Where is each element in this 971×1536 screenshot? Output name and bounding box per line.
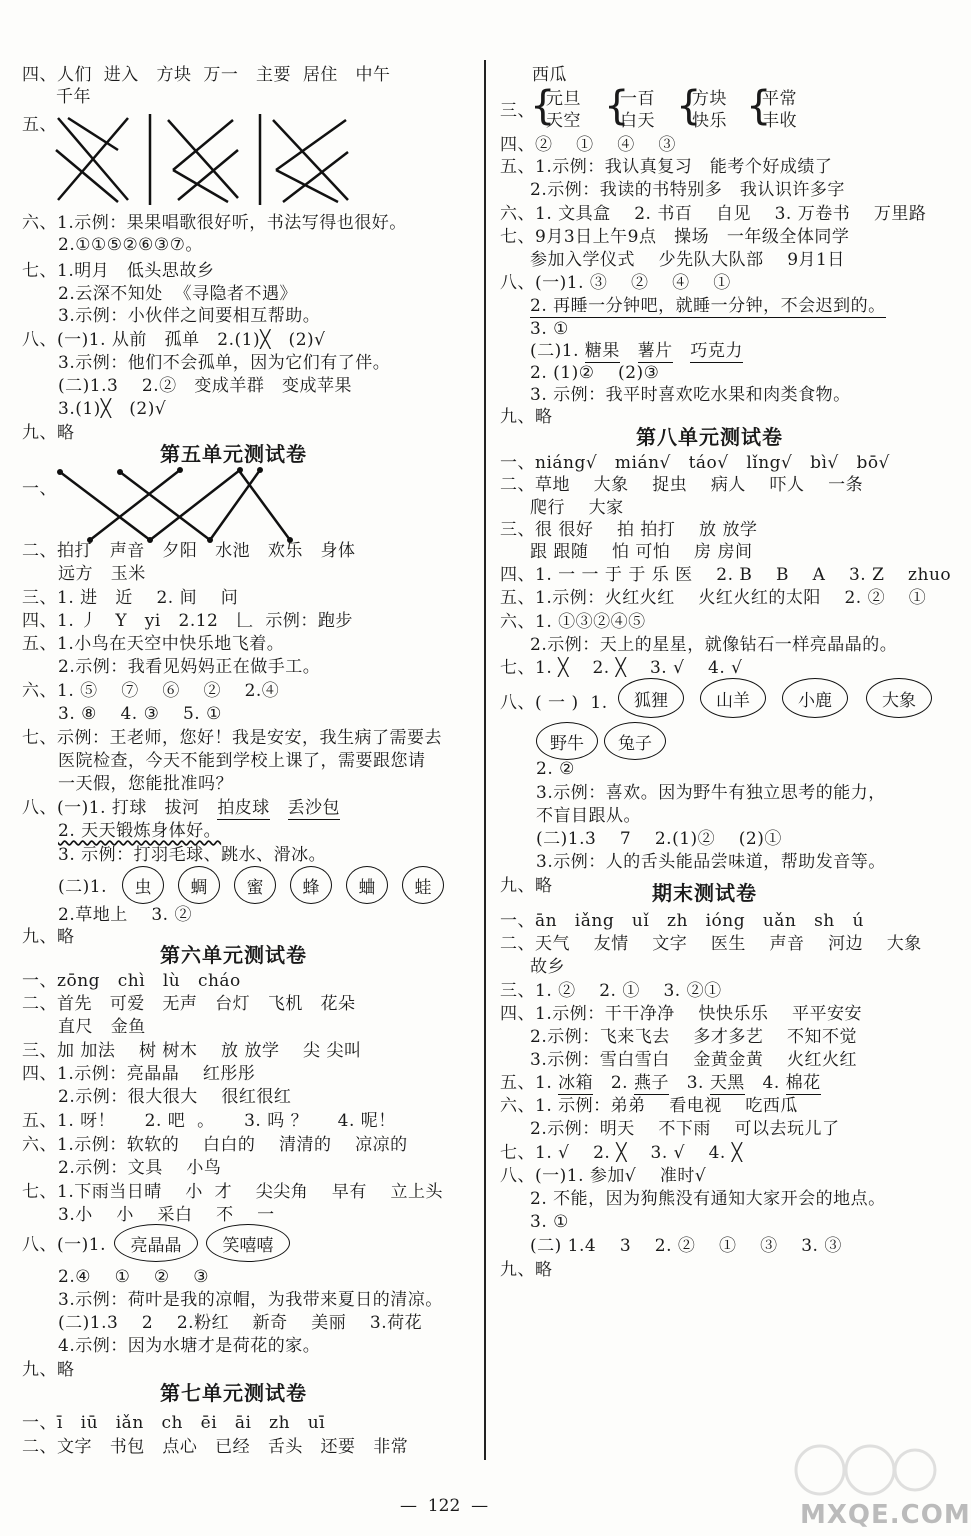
brace-4: { [746,83,772,129]
right-line-0: 西瓜 [532,65,567,85]
final-q4-line-3: 3.示例：雪白雪白 金黄金黄 火红火红 [530,1050,857,1070]
unit-6-q8-line-5: 4.示例：因为水塘才是荷花的家。 [58,1336,321,1356]
pair-1-bottom: 天空 [546,111,581,131]
final-q4-line-2: 2.示例：飞来飞去 多才多艺 不知不觉 [530,1027,857,1047]
unit-6-q8-line-4: (二)1.3 2 2.粉红 新奇 美丽 3.荷花 [58,1313,423,1333]
section-6-line-2: 2.①①⑤②⑥③⑦。 [58,235,203,255]
unit-5-q8-wavy-sentence: 2. 天天锻炼身体好。 [58,821,222,841]
unit-6-q6-line-1: 六、1.示例：软软的 白白的 清清的 凉凉的 [22,1135,408,1155]
circled-word-xiaoxixi: 笑嘻嘻 [206,1224,290,1262]
final-q8-line-3: 3. ① [530,1212,569,1232]
underlined-word-qiaokeli: 巧克力 [690,341,743,361]
section-8-line-1: 八、(一)1. 从前 孤单 2.(1)╳ (2)√ [22,330,326,350]
unit-5-q5-line-2: 2.示例：我看见妈妈正在做手工。 [58,657,321,677]
unit-5-q6-line-1: 六、1. ⑤ ⑦ ⑥ ② 2.④ [22,681,280,701]
unit-7-q2: 二、文字 书包 点心 已经 舌头 还要 非常 [22,1437,409,1457]
section-4-line-1: 四、人们 进入 方块 万一 主要 居住 中午 [22,65,391,85]
section-6-line-1: 六、1.示例：果果唱歌很好听，书法写得也很好。 [22,213,407,233]
unit-5-title: 第五单元测试卷 [160,442,307,466]
unit-8-q8-label: 八、( 一 ) 1. [500,693,608,713]
unit-7-q5-line-2: 2.示例：我读的书特别多 我认识许多字 [530,180,845,200]
unit-5-q7-line-1: 七、示例：王老师，您好！我是安安，我生病了需要去 [22,728,442,748]
pair-2-top: 一百 [620,89,655,109]
unit-5-q8-part2-label: (二)1. [58,877,107,897]
unit-8-q9: 九、略 [500,876,553,896]
unit-7-q8-line-2 [530,295,886,317]
underlined-word-tangguo: 糖果 [584,341,620,361]
circled-word-1: 虫 [122,866,164,904]
unit-8-title: 第八单元测试卷 [636,425,783,449]
final-q8-line-4: (二) 1.4 3 2. ② ① ③ 3. ③ [530,1236,842,1256]
circled-word-4: 蜂 [290,866,332,904]
unit-8-q1: 一、niáng√ mián√ táo√ lǐng√ bì√ bō√ [500,453,890,473]
matching-lines-diagram-2 [50,462,300,546]
unit-7-q8-line-3: 3. ① [530,319,569,339]
unit-5-q8-answer-2: 丢沙包 [287,798,341,818]
unit-7-q8-line-4 [530,340,743,362]
circled-word-tuzi: 兔子 [604,722,666,760]
unit-5-q7-line-3: 一天假，您能批准吗？ [58,774,233,794]
circled-word-xiaolu: 小鹿 [782,678,848,718]
unit-6-q6-line-2: 2.示例：文具 小鸟 [58,1158,222,1178]
unit-7-q8-line-5: 2. (1)② (2)③ [530,363,660,383]
unit-6-q3: 三、加 加法 树 树木 放 放学 尖 尖叫 [22,1041,362,1061]
unit-5-q4: 四、1. 丿 Y yi 2.12 𠃊 示例：跑步 [22,611,353,631]
final-q7: 七、1. √ 2. ╳ 3. √ 4. ╳ [500,1143,743,1163]
final-q5 [500,1072,821,1094]
unit-6-q8-line-2: 2.④ ① ② ③ [58,1267,210,1287]
unit-7-q7-line-2: 参加入学仪式 少先队大队部 9月1日 [530,250,845,270]
unit-6-title: 第六单元测试卷 [160,943,307,967]
unit-6-q4-line-1: 四、1.示例：亮晶晶 红彤彤 [22,1064,256,1084]
final-q2-line-1: 二、天气 友情 文字 医生 声音 河边 大象 [500,934,922,954]
final-q5-number-4: 4. [762,1073,786,1093]
unit-5-q5-line-1: 五、1.小鸟在天空中快乐地飞着。 [22,634,285,654]
unit-7-q5-line-1: 五、1.示例：我认真复习 能考个好成绩了 [500,157,833,177]
final-q8-line-2: 2. 不能，因为狗熊没有通知大家开会的地点。 [530,1189,886,1209]
final-q5-number-3: 3. [686,1073,710,1093]
unit-7-q4: 四、② ① ④ ③ [500,135,676,155]
section-9: 九、略 [22,423,75,443]
unit-5-q8-answer-1: 拍皮球 [217,798,270,818]
section-7-line-2: 2.云深不知处 《寻隐者不遇》 [58,284,298,304]
unit-5-q7-line-2: 医院检查，今天不能到学校上课了，需要跟您请 [58,751,426,771]
page-number: — 122 — [400,1496,489,1516]
final-q6-line-2: 2.示例：明天 不下雨 可以去玩儿了 [530,1119,840,1139]
unit-5-q8-line-1 [22,797,340,819]
brace-2: { [604,83,630,129]
underlined-word-shupian: 薯片 [637,341,673,361]
section-7-line-1: 七、1.明月 低头思故乡 [22,261,215,281]
underlined-word-tianhei: 天黑 [709,1073,745,1093]
circled-word-3: 蜜 [234,866,276,904]
section-8-line-2: 3.示例：他们不会孤单，因为它们有了伴。 [58,353,391,373]
unit-8-q8-line-6: 3.示例：人的舌头能品尝味道，帮助发音等。 [536,852,886,872]
pair-1-top: 元旦 [546,89,581,109]
section-4-line-2: 千年 [56,87,91,107]
unit-8-q8-line-5: (二)1.3 7 2.(1)② (2)① [536,829,782,849]
unit-5-q8-line-2 [58,820,221,842]
unit-7-q6: 六、1. 文具盒 2. 书百 自见 3. 万卷书 万里路 [500,204,927,224]
final-q3: 三、1. ② 2. ① 3. ②① [500,981,722,1001]
unit-8-q2-line-1: 二、草地 大象 捉虫 病人 吓人 一条 [500,475,864,495]
unit-6-q2-line-1: 二、首先 可爱 无声 台灯 飞机 花朵 [22,994,356,1014]
unit-5-q6-line-2: 3. ⑧ 4. ③ 5. ① [58,704,222,724]
circled-word-daxiang: 大象 [866,678,932,718]
unit-8-q8-line-2: 2. ② [536,759,575,779]
column-divider [484,60,486,1460]
unit-6-q8-label: 八、(一)1. [22,1235,106,1255]
unit-6-q2-line-2: 直尺 金鱼 [58,1017,146,1037]
final-q5-prefix: 五、1. [500,1073,559,1093]
unit-8-q7: 七、1. ╳ 2. ╳ 3. √ 4. √ [500,658,743,678]
circled-word-5: 蛐 [346,866,388,904]
section-8-line-3: (二)1.3 2.② 变成羊群 变成苹果 [58,376,353,396]
unit-5-q8-prefix: 八、(一)1. 打球 拔河 [22,798,218,818]
unit-5-q8-line-3: 3. 示例：打羽毛球、跳水、滑冰。 [58,845,327,865]
pair-4-bottom: 丰收 [762,111,797,131]
circled-word-2: 蜩 [178,866,220,904]
section-7-line-3: 3.示例：小伙伴之间要相互帮助。 [58,306,321,326]
underlined-word-bingxiang: 冰箱 [558,1073,594,1093]
final-q2-line-2: 故乡 [530,957,565,977]
pair-4-top: 平常 [762,89,797,109]
unit-5-q3: 三、1. 进 近 2. 间 问 [22,588,239,608]
unit-7-q8-line-6: 3. 示例：我平时喜欢吃水果和肉类食物。 [530,385,851,405]
unit-7-q8-part2-label: (二)1. [530,341,585,361]
pair-2-bottom: 白天 [620,111,655,131]
unit-6-q4-line-2: 2.示例：很大很大 很红很红 [58,1087,292,1107]
section-8-line-4: 3.(1)╳ (2)√ [58,399,167,419]
unit-8-q4: 四、1. 一 一 于 于 乐 医 2. B B A 3. Z zhuo [500,565,952,585]
circled-word-yeniu: 野牛 [536,722,598,760]
circled-word-huli: 狐狸 [618,678,684,718]
final-test-title: 期末测试卷 [652,881,757,905]
final-q9: 九、略 [500,1260,553,1280]
unit-7-q8-underlined-sentence: 2. 再睡一分钟吧，就睡一分钟，不会迟到的。 [530,296,886,316]
underlined-word-mianhua: 棉花 [785,1073,821,1093]
final-q1: 一、ān iǎng uǐ zh ióng uǎn sh ú [500,911,864,931]
unit-6-q5: 五、1. 呀！ 2. 吧 。 3. 吗 ？ 4. 呢！ [22,1111,396,1131]
unit-6-q1: 一、zōng chì lù cháo [22,971,241,991]
unit-8-q5: 五、1.示例：火红火红 火红火红的太阳 2. ② ① [500,588,927,608]
unit-8-q2-line-2: 爬行 大家 [530,498,624,518]
unit-7-title: 第七单元测试卷 [160,1381,307,1405]
brace-1: { [530,83,556,129]
unit-5-q1-label: 一、 [22,479,57,499]
matching-lines-diagram-1 [48,110,378,210]
brace-3: { [676,83,702,129]
unit-7-q8-line-1: 八、(一)1. ③ ② ④ ① [500,273,731,293]
unit-8-q6-line-2: 2.示例：天上的星星，就像钻石一样亮晶晶的。 [530,635,898,655]
unit-7-q9: 九、略 [500,407,553,427]
watermark-text: MXQE.COM [800,1500,971,1530]
final-q4-line-1: 四、1.示例：干干净净 快快乐乐 平平安安 [500,1004,862,1024]
unit-5-q2-line-2: 远方 玉米 [58,564,146,584]
unit-7-q3-label: 三、 [500,101,535,121]
unit-8-q6-line-1: 六、1. ①③②④⑤ [500,612,646,632]
unit-5-q8-line-5: 2.草地上 3. ② [58,905,192,925]
unit-6-q8-line-3: 3.示例：荷叶是我的凉帽，为我带来夏日的清凉。 [58,1290,443,1310]
unit-5-q2-line-1: 二、拍打 声音 夕阳 水池 欢乐 身体 [22,541,356,561]
unit-6-q7-line-1: 七、1.下雨当日晴 小 才 尖尖角 早有 立上头 [22,1182,443,1202]
pair-3-top: 方块 [692,89,727,109]
section-5-label: 五、 [22,115,57,135]
unit-7-q1: 一、ī iū iǎn ch ēi āi zh uī [22,1413,326,1433]
unit-8-q8-line-3: 3.示例：喜欢。因为野牛有独立思考的能力， [536,783,886,803]
final-q5-number-2: 2. [610,1073,634,1093]
unit-5-q9: 九、略 [22,927,75,947]
unit-7-q7-line-1: 七、9月3日上午9点 操场 一年级全体同学 [500,227,850,247]
unit-6-q9: 九、略 [22,1360,75,1380]
circled-word-liangjingjing: 亮晶晶 [114,1224,198,1262]
unit-8-q8-line-4: 不盲目跟从。 [536,806,641,826]
pair-3-bottom: 快乐 [692,111,727,131]
unit-8-q3-line-2: 跟 跟随 怕 可怕 房 房间 [530,542,753,562]
unit-6-q7-line-2: 3.小 小 采白 不 一 [58,1205,275,1225]
final-q8-line-1: 八、(一)1. 参加√ 准时√ [500,1166,707,1186]
underlined-word-yanzi: 燕子 [633,1073,669,1093]
circled-word-shanyang: 山羊 [700,678,766,718]
unit-8-q3-line-1: 三、很 很好 拍 拍打 放 放学 [500,520,758,540]
final-q6-line-1: 六、1. 示例：弟弟 看电视 吃西瓜 [500,1096,798,1116]
circled-word-6: 蛙 [402,866,444,904]
